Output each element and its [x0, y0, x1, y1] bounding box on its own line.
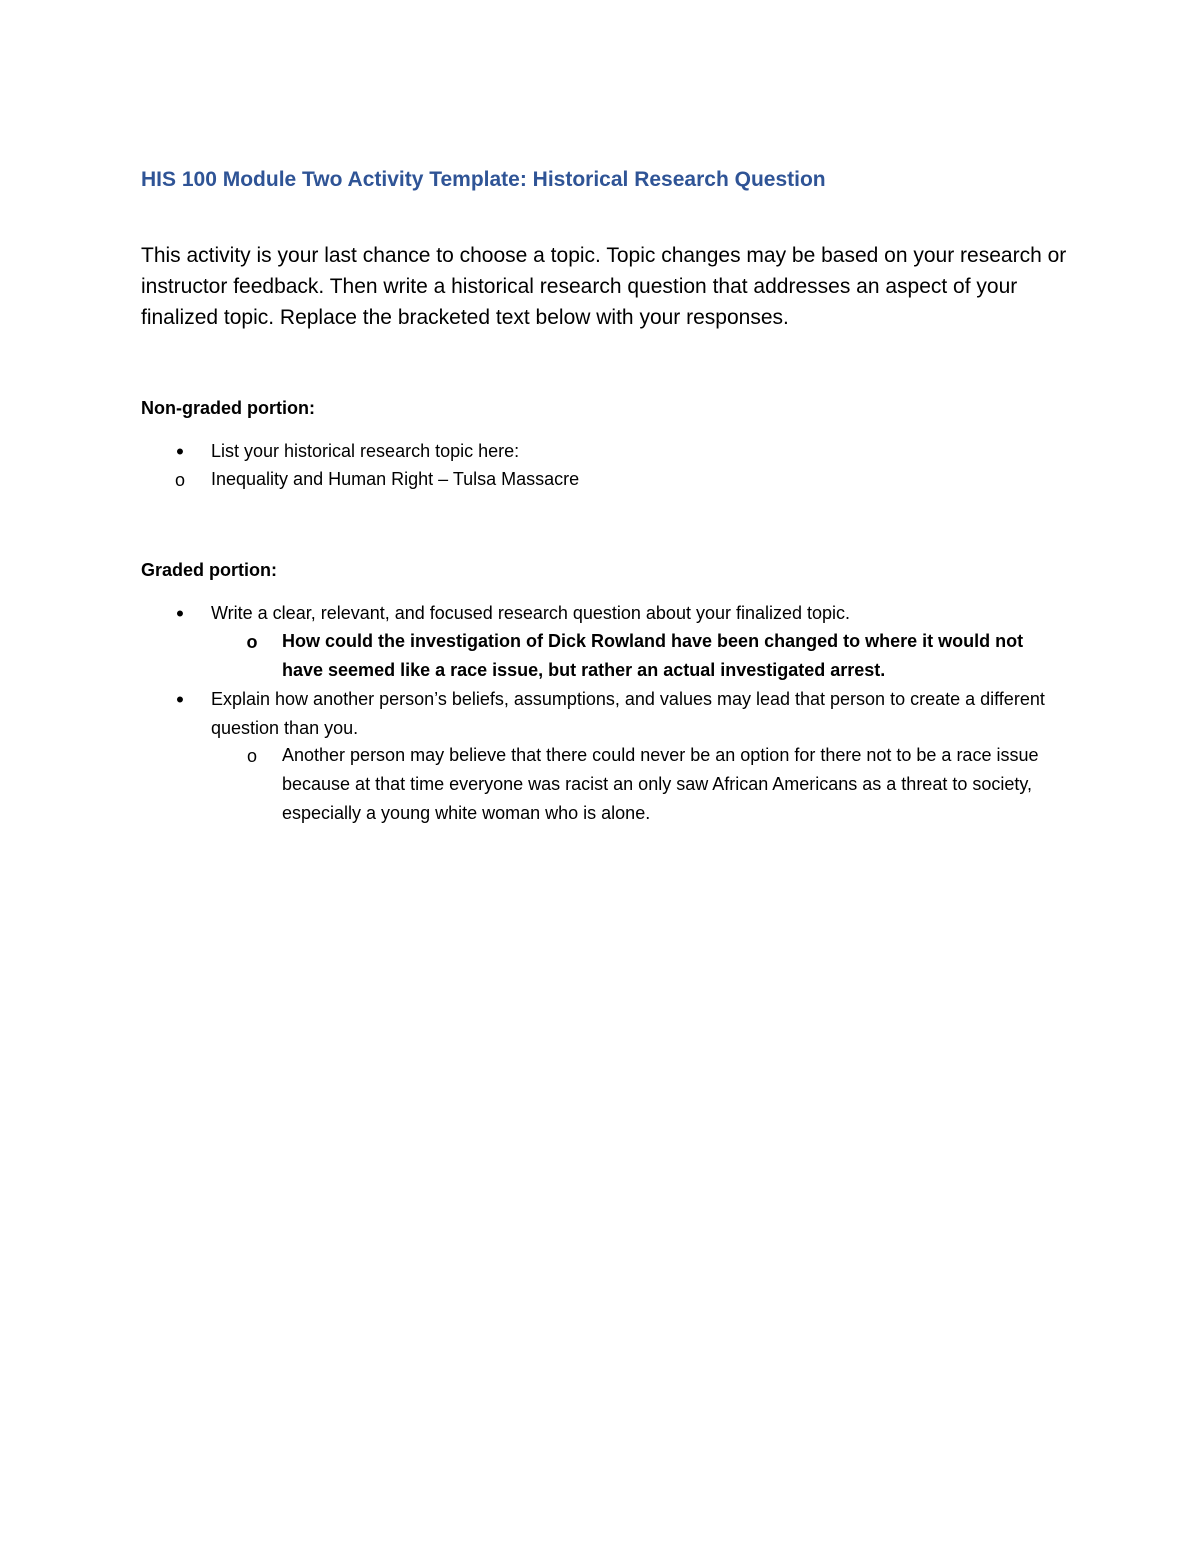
non-graded-heading: Non-graded portion: [141, 398, 315, 418]
topic-answer: Inequality and Human Right – Tulsa Massacre [211, 469, 580, 489]
bullet-marker: • [176, 439, 184, 464]
beliefs-prompt: Explain how another person’s beliefs, assumptions, and values may lead that person to create a different question than you. [211, 689, 1045, 738]
bullet-marker: • [176, 687, 184, 712]
document-title: HIS 100 Module Two Activity Template: Historical Research Question [141, 168, 826, 191]
research-question-answer: How could the investigation of Dick Rowland have been changed to where it would not have seemed like a race issue, but rather an actual investigated arrest. [282, 631, 1024, 680]
intro-paragraph: This activity is your last chance to choose a topic. Topic changes may be based on your research or instructor feedback. Then write a historical research question that addresses an aspect of your finalized topic. Replace the bracketed text below with your responses. [141, 244, 1067, 329]
topic-prompt: List your historical research topic here: [211, 441, 520, 461]
sub-bullet-marker: o [174, 470, 185, 490]
graded-heading: Graded portion: [141, 560, 277, 580]
sub-bullet-marker: o [246, 746, 257, 766]
beliefs-answer: Another person may believe that there could never be an option for there not to be a race issue because at that time everyone was racist an only saw African Americans as a threat to society, especially a young white woman who is alone. [282, 745, 1039, 823]
bullet-marker: • [176, 601, 184, 626]
research-question-prompt: Write a clear, relevant, and focused research question about your finalized topic. [211, 603, 851, 623]
sub-bullet-marker: o [246, 632, 258, 652]
